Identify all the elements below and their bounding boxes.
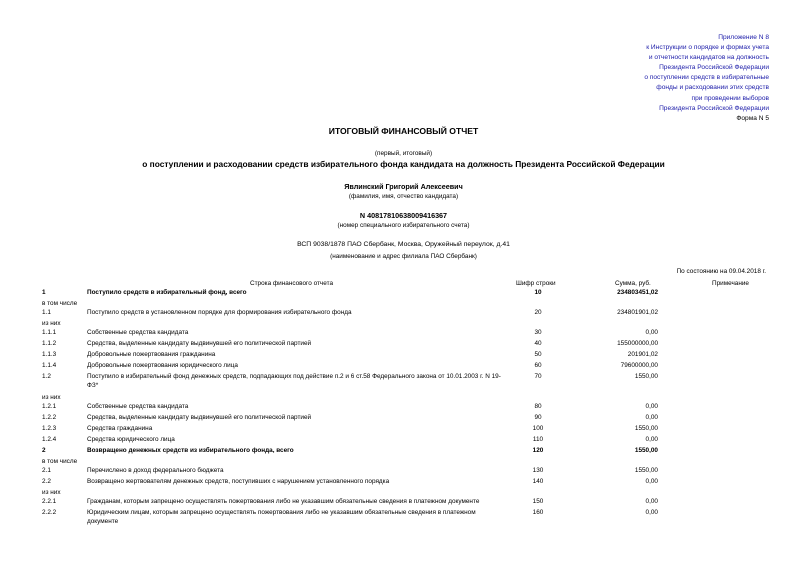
row-name: Перечислено в доход федерального бюджета xyxy=(87,467,224,474)
table-row xyxy=(0,308,807,319)
table-subheading-row xyxy=(0,488,807,497)
row-name: Поступило средств в установленном порядке для формирования избирательного фонда xyxy=(87,309,352,316)
row-number: 2.2 xyxy=(42,478,51,485)
row-sum: 0,00 xyxy=(645,509,658,516)
row-code: 40 xyxy=(534,340,542,347)
row-number: 1.2.1 xyxy=(42,403,57,410)
table-row xyxy=(0,435,807,446)
column-header-line: Строка финансового отчета xyxy=(250,280,333,287)
row-code: 130 xyxy=(532,467,544,474)
row-sum: 0,00 xyxy=(645,329,658,336)
appendix-line: о поступлении средств в избирательные xyxy=(644,74,769,82)
table-subheading-row xyxy=(0,393,807,402)
row-name: Гражданам, которым запрещено осуществлять пожертвования либо не указавшим обязательные сведения в платежном документе xyxy=(87,498,480,505)
table-row xyxy=(0,350,807,361)
row-code: 60 xyxy=(534,362,542,369)
row-sum: 201901,02 xyxy=(627,351,658,358)
row-number: 2.2.1 xyxy=(42,498,57,505)
appendix-line: и отчетности кандидатов на должность xyxy=(648,54,769,62)
row-number: из них xyxy=(42,394,61,401)
report-main-heading: о поступлении и расходовании средств избирательного фонда кандидата на должность Президента Российской Федерации xyxy=(142,159,665,169)
appendix-line: к Инструкции о порядке и формах учета xyxy=(646,44,769,52)
row-code: 30 xyxy=(534,329,542,336)
candidate-name: Явлинский Григорий Алексеевич xyxy=(344,182,463,191)
table-row xyxy=(0,508,807,529)
row-code: 80 xyxy=(534,403,542,410)
row-number: 2 xyxy=(42,447,46,454)
table-row xyxy=(0,339,807,350)
row-sum: 234801901,02 xyxy=(617,309,658,316)
column-header-note: Примечание xyxy=(712,280,749,287)
row-number: 1.1.1 xyxy=(42,329,57,336)
row-number: из них xyxy=(42,320,61,327)
row-sum: 0,00 xyxy=(645,436,658,443)
table-row xyxy=(0,288,807,299)
row-number: 1.2.2 xyxy=(42,414,57,421)
row-name: Возвращено жертвователям денежных средств, поступивших с нарушением установленного порядка xyxy=(87,478,390,485)
table-row xyxy=(0,328,807,339)
table-row xyxy=(0,497,807,508)
appendix-line: Президента Российской Федерации xyxy=(659,104,769,112)
row-sum: 0,00 xyxy=(645,403,658,410)
appendix-line: при проведении выборов xyxy=(691,94,769,102)
table-row xyxy=(0,372,807,393)
row-code: 120 xyxy=(532,447,544,454)
row-code: 10 xyxy=(534,289,542,296)
row-name: Поступило средств в избирательный фонд, всего xyxy=(87,289,247,296)
as-of-date: По состоянию на 09.04.2018 г. xyxy=(676,268,766,275)
row-name: Собственные средства кандидата xyxy=(87,329,189,336)
bank-caption: (наименование и адрес филиала ПАО Сбербанк) xyxy=(330,253,477,260)
row-name: Добровольные пожертвования гражданина xyxy=(87,351,216,358)
row-code: 160 xyxy=(532,509,544,516)
row-number: 1.2 xyxy=(42,373,51,380)
appendix-line: Президента Российской Федерации xyxy=(659,64,769,72)
row-sum: 1550,00 xyxy=(634,425,658,432)
account-caption: (номер специального избирательного счета) xyxy=(337,222,470,229)
row-number: из них xyxy=(42,489,61,496)
report-subtitle: (первый, итоговый) xyxy=(374,150,433,157)
bank-branch: ВСП 9038/1878 ПАО Сбербанк, Москва, Оружейный переулок, д.41 xyxy=(297,241,510,248)
report-table-body xyxy=(0,288,807,529)
row-code: 90 xyxy=(534,414,542,421)
row-sum: 234803451,02 xyxy=(617,289,658,296)
table-subheading-row xyxy=(0,319,807,328)
candidate-caption: (фамилия, имя, отчество кандидата) xyxy=(348,193,459,200)
row-sum: 0,00 xyxy=(645,478,658,485)
row-code: 140 xyxy=(532,478,544,485)
table-row xyxy=(0,424,807,435)
row-code: 70 xyxy=(534,373,542,380)
row-name: Поступило в избирательный фонд денежных средств, подпадающих под действие п.2 и 6 ст.58 Федерального закона от 10.01.2003 г. N 19-ФЗ* xyxy=(87,373,501,389)
row-code: 50 xyxy=(534,351,542,358)
row-number: 1.1.4 xyxy=(42,362,57,369)
table-row xyxy=(0,402,807,413)
row-code: 150 xyxy=(532,498,544,505)
row-number: в том числе xyxy=(42,300,78,307)
row-number: 1 xyxy=(42,289,46,296)
row-name: Возвращено денежных средств из избирательного фонда, всего xyxy=(87,447,294,454)
row-name: Собственные средства кандидата xyxy=(87,403,189,410)
row-number: 2.1 xyxy=(42,467,51,474)
appendix-block xyxy=(549,33,769,124)
row-name: Средства гражданина xyxy=(87,425,153,432)
column-header-sum: Сумма, руб. xyxy=(615,280,651,287)
row-sum: 79600000,00 xyxy=(620,362,658,369)
row-number: 1.2.4 xyxy=(42,436,57,443)
row-name: Средства, выделенные кандидату выдвинувшей его политической партией xyxy=(87,340,312,347)
appendix-line: Приложение N 8 xyxy=(718,34,769,41)
row-sum: 1550,00 xyxy=(634,467,658,474)
row-code: 20 xyxy=(534,309,542,316)
account-number: N 40817810638009416367 xyxy=(359,211,448,220)
table-subheading-row xyxy=(0,299,807,308)
column-header-code: Шифр строки xyxy=(516,280,556,287)
table-row xyxy=(0,477,807,488)
row-sum: 0,00 xyxy=(645,498,658,505)
row-sum: 1550,00 xyxy=(634,447,658,454)
row-name: Добровольные пожертвования юридического лица xyxy=(87,362,238,369)
row-name: Юридическим лицам, которым запрещено осуществлять пожертвования либо не указавшим обязательные сведения в платежном документе xyxy=(87,509,476,525)
row-code: 110 xyxy=(532,436,544,443)
row-sum: 0,00 xyxy=(645,414,658,421)
row-sum: 155000000,00 xyxy=(617,340,658,347)
row-number: 2.2.2 xyxy=(42,509,57,516)
row-sum: 1550,00 xyxy=(634,373,658,380)
row-number: в том числе xyxy=(42,458,78,465)
table-row xyxy=(0,466,807,477)
report-title: ИТОГОВЫЙ ФИНАНСОВЫЙ ОТЧЕТ xyxy=(328,126,479,136)
table-row xyxy=(0,361,807,372)
row-number: 1.2.3 xyxy=(42,425,57,432)
appendix-line: фонды и расходовании этих средств xyxy=(656,84,769,92)
row-number: 1.1.2 xyxy=(42,340,57,347)
table-row xyxy=(0,413,807,424)
form-number: Форма N 5 xyxy=(736,114,769,122)
row-number: 1.1 xyxy=(42,309,51,316)
row-name: Средства юридического лица xyxy=(87,436,175,443)
row-code: 100 xyxy=(532,425,544,432)
table-subheading-row xyxy=(0,457,807,466)
table-row xyxy=(0,446,807,457)
row-number: 1.1.3 xyxy=(42,351,57,358)
row-name: Средства, выделенные кандидату выдвинувшей его политической партией xyxy=(87,414,312,421)
